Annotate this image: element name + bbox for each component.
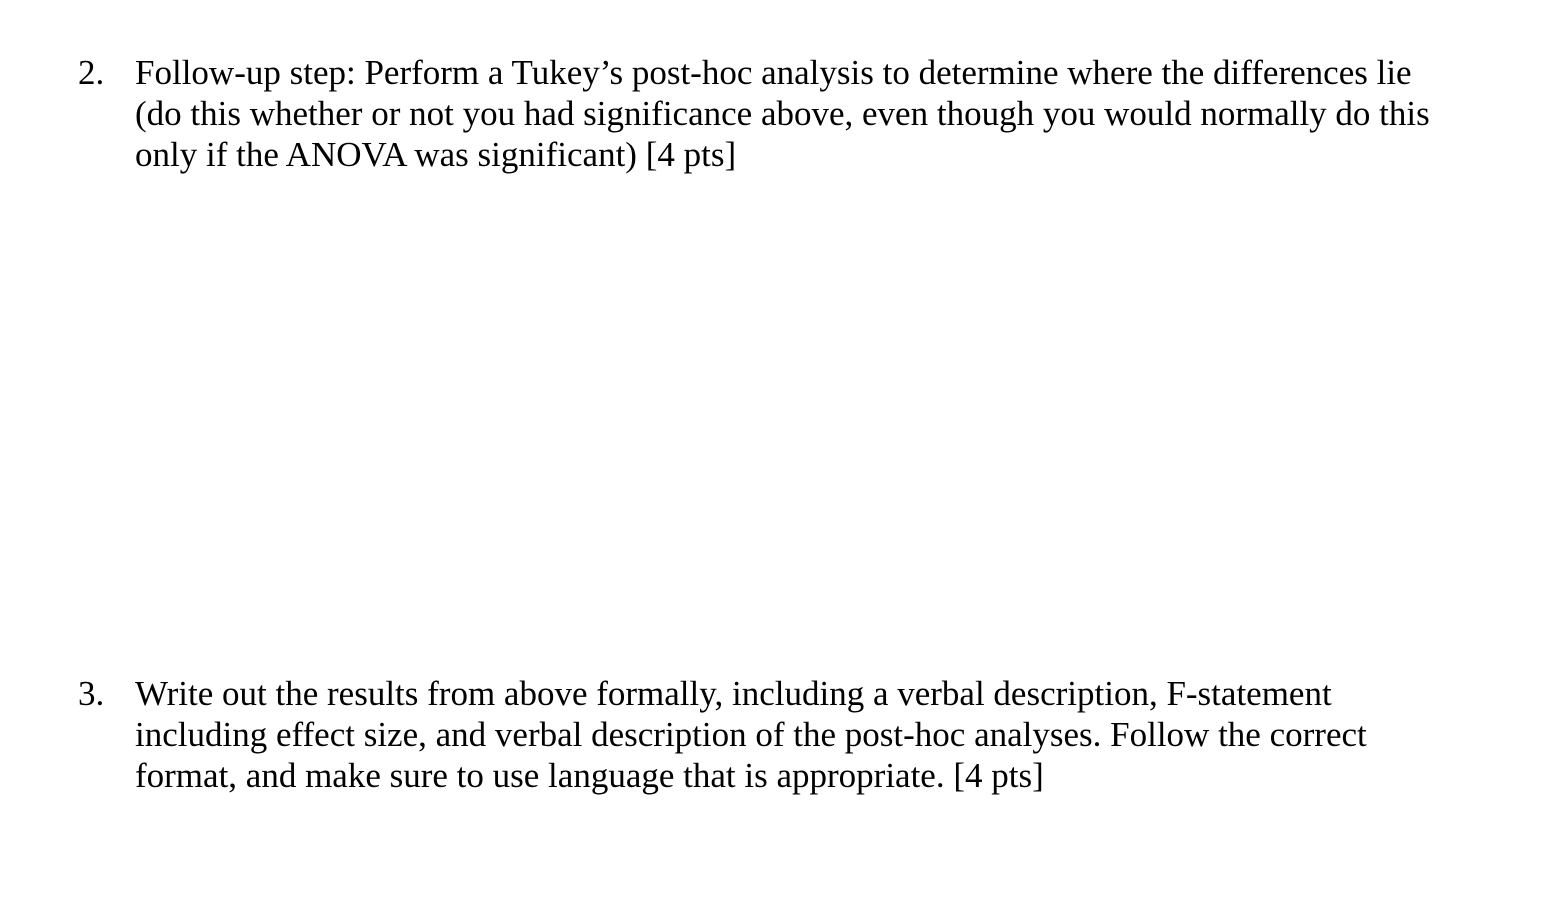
question-text: [135, 673, 1498, 796]
question-text: [135, 52, 1498, 175]
question-line: (do this whether or not you had significance above, even though you would normally do this: [135, 94, 1430, 133]
question-line: format, and make sure to use language that is appropriate. [4 pts]: [135, 756, 1044, 795]
question-line: including effect size, and verbal description of the post-hoc analyses. Follow the correct: [135, 715, 1367, 754]
question-number: 2.: [78, 53, 105, 92]
question-line: only if the ANOVA was significant) [4 pts]: [135, 135, 737, 174]
question-number: 3.: [78, 674, 105, 713]
question-line: Write out the results from above formally, including a verbal description, F-statement: [135, 674, 1332, 713]
question-line: Follow-up step: Perform a Tukey’s post-hoc analysis to determine where the differences lie: [135, 53, 1412, 92]
question-2: [78, 52, 1498, 175]
question-3: [78, 673, 1498, 796]
